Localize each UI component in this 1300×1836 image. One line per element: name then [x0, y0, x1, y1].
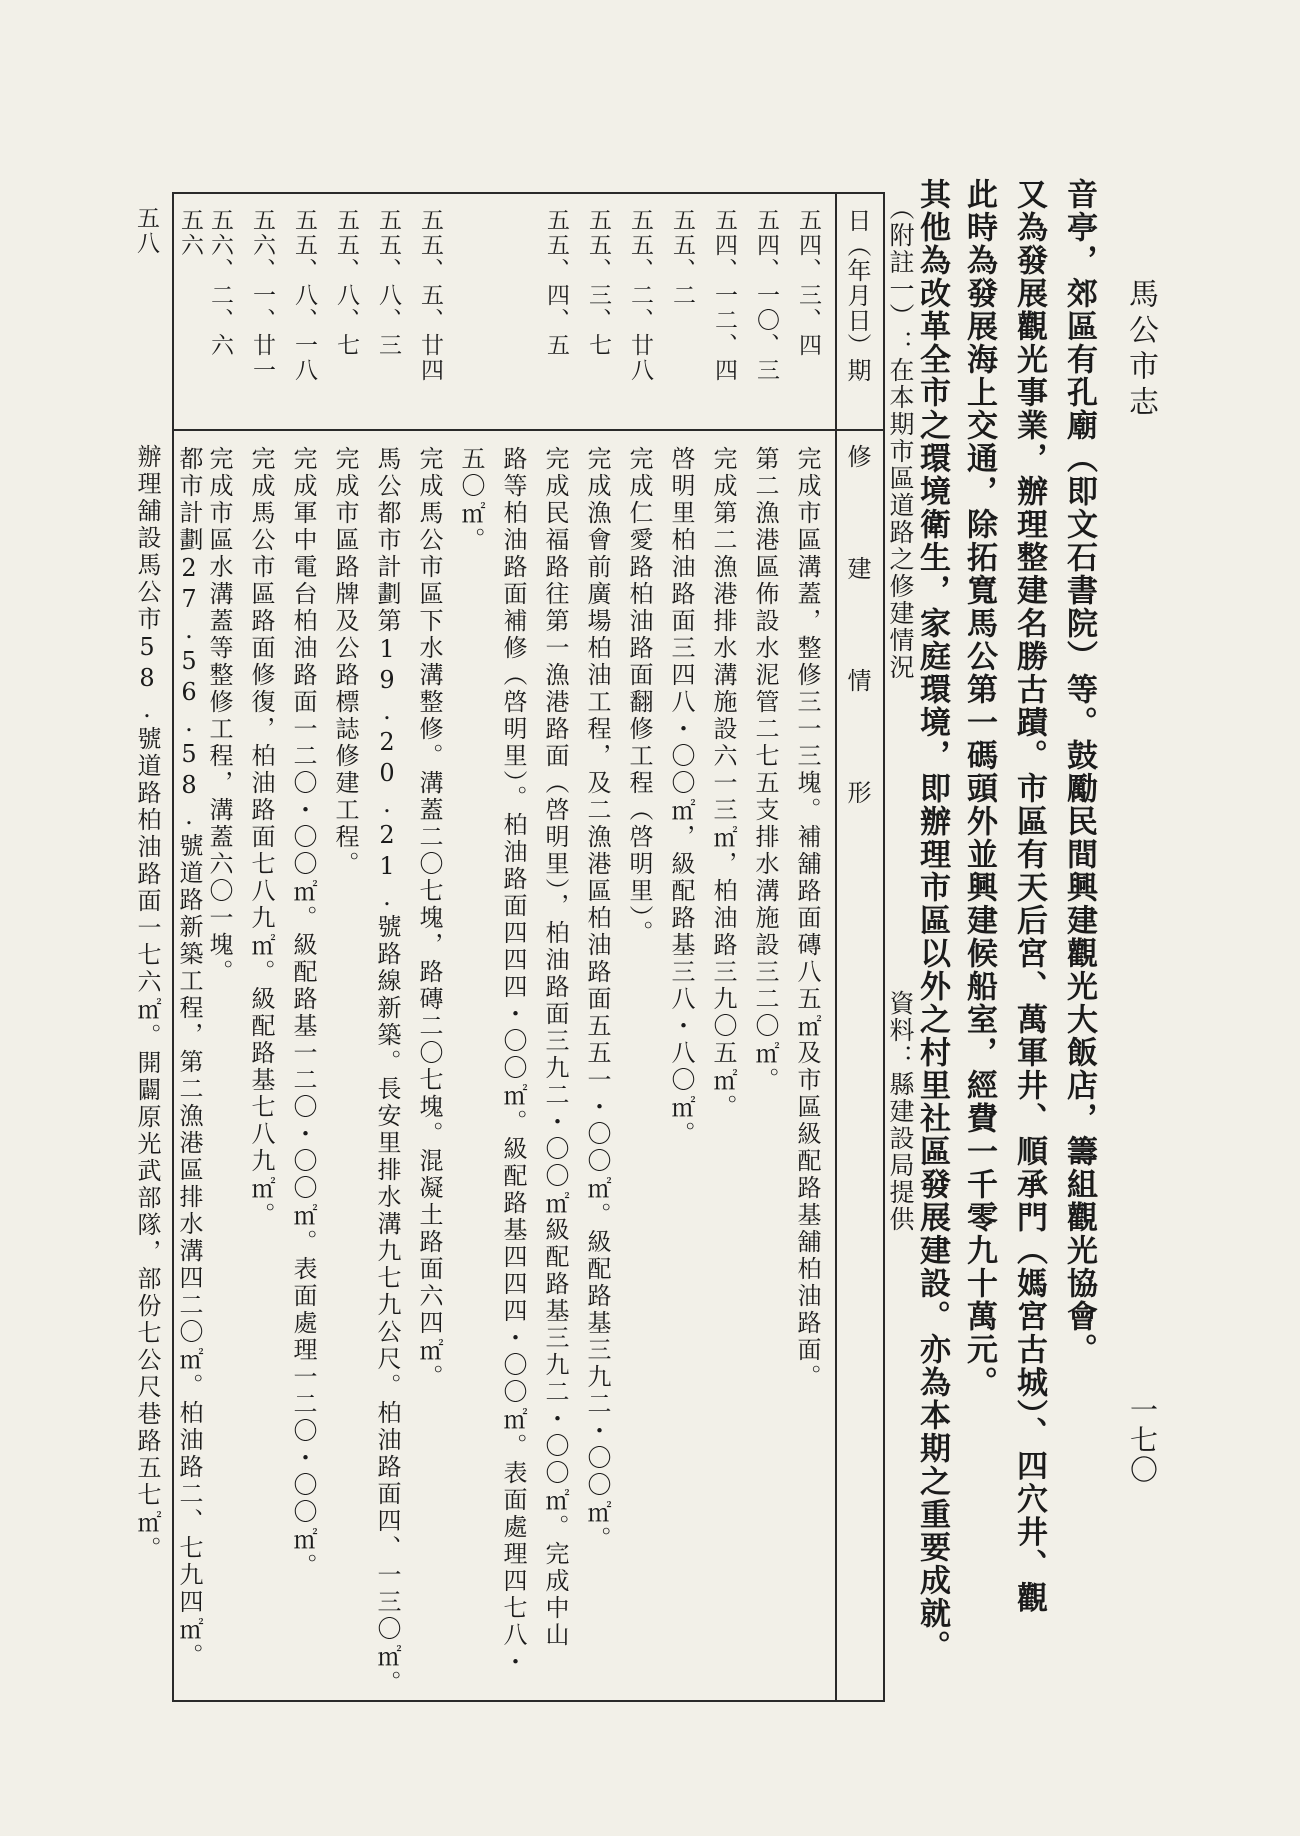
- table-source: 資料：縣建設局提供: [886, 990, 915, 1233]
- row-date: 五五、三、七: [585, 208, 611, 358]
- row-description: 五〇㎡。: [457, 446, 485, 554]
- paragraph-line: 其他為改革全市之環境衛生，家庭環境，即辦理市區以外之村里社區發展建設。亦為本期之重要成就。: [914, 178, 950, 1663]
- paragraph-line: 此時為發展海上交通，除拓寬馬公第一碼頭外並興建候船室，經費一千零九十萬元。: [961, 178, 997, 1399]
- row-date: 五四、三、四: [795, 208, 821, 358]
- row-date: 五四、一〇、三: [753, 208, 779, 383]
- row-description: 完成市區路牌及公路標誌修建工程。: [331, 446, 359, 878]
- row-description: 都市計劃27.56.58.號道路新築工程，第二漁港區排水溝四二〇㎡。柏油路二、七九四㎡。: [175, 446, 203, 1670]
- row-date: 五六: [177, 208, 203, 258]
- row-description: 完成馬公市區下水溝整修。溝蓋二〇七塊，路磚二〇七塊。混凝土路面六四㎡。: [415, 446, 443, 1391]
- row-description: 完成仁愛路柏油路面翻修工程（啓明里）。: [625, 446, 653, 947]
- row-description: 完成市區水溝蓋等整修工程，溝蓋六〇一塊。: [205, 446, 233, 986]
- row-description: 完成民福路往第一漁港路面（啓明里），柏油路面三九二・〇〇㎡級配路基三九二・〇〇㎡。完成中山: [541, 446, 569, 1649]
- book-title: 馬公市志: [1123, 278, 1158, 422]
- row-date: 五六、一、廿一: [249, 208, 275, 383]
- road-construction-table: [172, 192, 885, 1702]
- row-description: 完成馬公市區路面修復，柏油路面七八九㎡。級配路基七八九㎡。: [247, 446, 275, 1229]
- row-date: 五四、一二、四: [711, 208, 737, 383]
- row-description: 辦理舖設馬公市58.號道路柏油路面一七六㎡。開闢原光武部隊，部份七公尺巷路五七㎡。: [133, 444, 161, 1563]
- row-date: 五五、八、一八: [291, 208, 317, 383]
- row-description: 啓明里柏油路面三四八・〇〇㎡，級配路基三八・八〇㎡。: [667, 446, 695, 1148]
- paragraph-line: 音亭，郊區有孔廟（即文石書院）等。鼓勵民間興建觀光大飯店，籌組觀光協會。: [1061, 178, 1097, 1366]
- row-description: 馬公都市計劃第19.20.21.號路線新築。長安里排水溝九七九公尺。柏油路面四、一三〇㎡。: [373, 446, 401, 1697]
- row-date: 五五、八、七: [333, 208, 359, 358]
- row-description: 完成軍中電台柏油路面一二〇・〇〇㎡。級配路基一二〇・〇〇㎡。表面處理一二〇・〇〇㎡。: [289, 446, 317, 1580]
- row-description: 完成市區溝蓋，整修三一三塊。補舖路面磚八五㎡及市區級配路基舖柏油路面。: [793, 446, 821, 1391]
- table-note: （附註一）：在本期市區道路之修建情況: [886, 195, 915, 681]
- row-date: 五五、四、五: [543, 208, 569, 358]
- row-description: 完成漁會前廣場柏油工程，及二漁港區柏油路面五五一・〇〇㎡。級配路基三九二・〇〇㎡。: [583, 446, 611, 1553]
- row-date: 五五、二、廿八: [627, 208, 653, 383]
- header-divider: [835, 194, 837, 1700]
- column-divider: [174, 429, 883, 431]
- row-date: 五六、二、六: [207, 208, 233, 358]
- table-header-description: 修建情形: [843, 444, 871, 892]
- page-number: 一七〇: [1126, 1395, 1159, 1485]
- row-date: 五五、二: [669, 208, 695, 308]
- row-description: 路等柏油路面補修（啓明里）。柏油路面四四四・〇〇㎡。級配路基四四四・〇〇㎡。表面處理四七八・: [499, 446, 527, 1676]
- paragraph-line: 又為發展觀光事業，辦理整建名勝古蹟。市區有天后宮、萬軍井、順承門（媽宮古城）、四穴井、觀: [1011, 178, 1047, 1615]
- row-description: 完成第二漁港排水溝施設六一三㎡，柏油路三九〇五㎡。: [709, 446, 737, 1121]
- row-date: 五五、五、廿四: [417, 208, 443, 383]
- row-description: 第二漁港區佈設水泥管二七五支排水溝施設三二〇㎡。: [751, 446, 779, 1094]
- row-date: 五八: [133, 206, 159, 256]
- row-date: 五五、八、三: [375, 208, 401, 358]
- table-header-date: 日（年月日）期: [843, 208, 871, 383]
